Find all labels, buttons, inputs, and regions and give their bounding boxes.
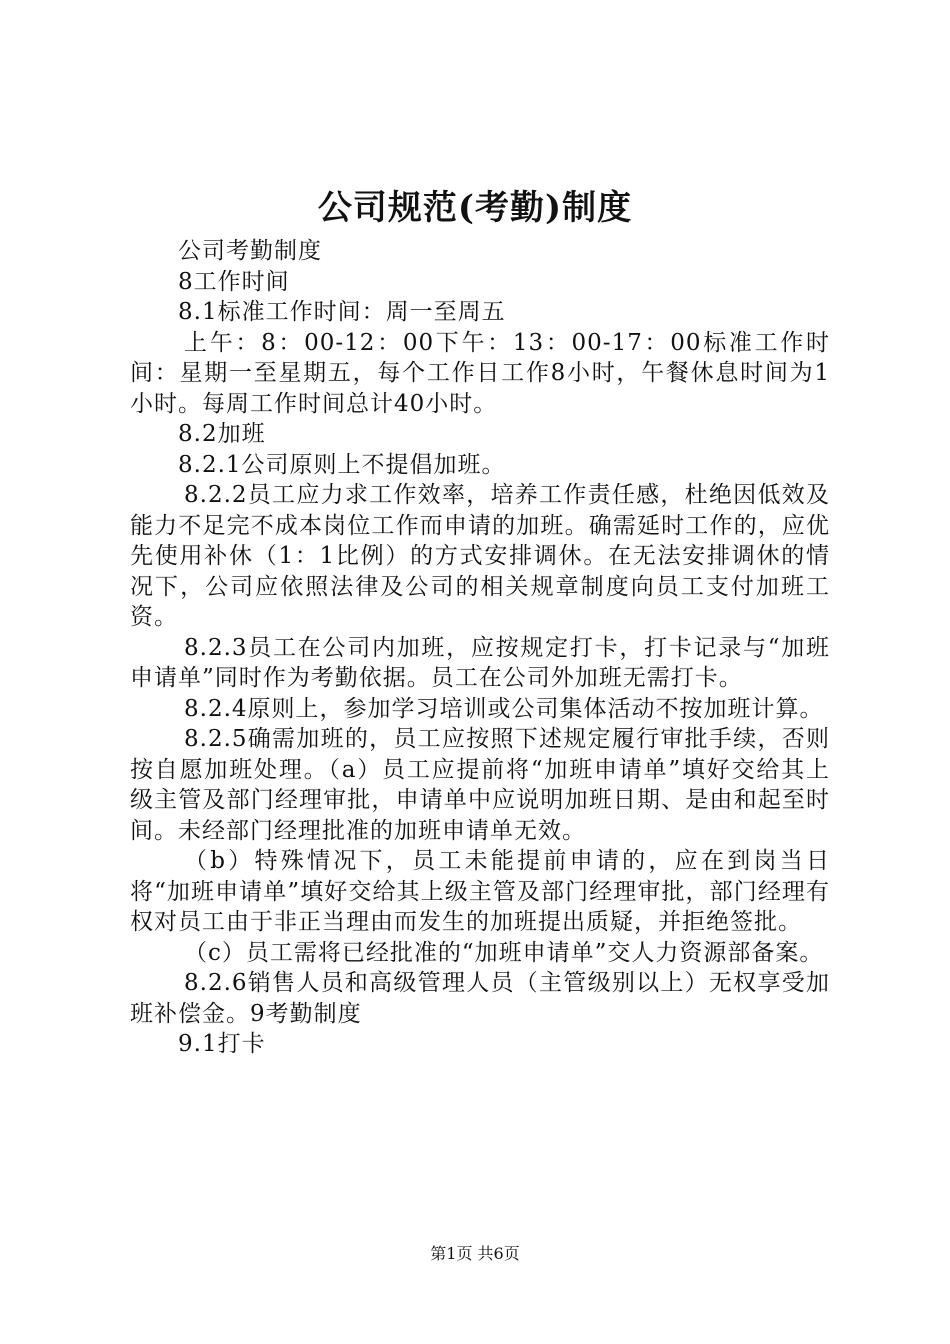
paragraph: （c）员工需将已经批准的“加班申请单”交人力资源部备案。 xyxy=(184,939,824,966)
paragraph: 公司考勤制度 xyxy=(178,238,322,264)
document-body xyxy=(130,236,830,1060)
paragraph: 8.1标准工作时间：周一至周五 xyxy=(178,299,506,325)
paragraph: 8.2.1公司原则上不提倡加班。 xyxy=(178,451,506,478)
page-footer: 第1页 共6页 xyxy=(430,1244,520,1263)
paragraph: 9.1打卡 xyxy=(178,1031,266,1057)
paragraph: （b）特殊情况下，员工未能提前申请的，应在到岗当日将“加班申请单”填好交给其上级主管及部门经理审批，部门经理有权对员工由于非正当理由而发生的加班提出质疑，并拒绝签批。 xyxy=(130,848,830,935)
paragraph: 8.2.6销售人员和高级管理人员（主管级别以上）无权享受加班补偿金。9考勤制度 xyxy=(130,970,830,1027)
paragraph: 8.2.4原则上，参加学习培训或公司集体活动不按加班计算。 xyxy=(184,695,824,722)
paragraph: 8.2.5确需加班的，员工应按照下述规定履行审批手续，否则按自愿加班处理。（a）员工应提前将“加班申请单”填好交给其上级主管及部门经理审批，申请单中应说明加班日期、是由和起至时间。未经部门经理批准的加班申请单无效。 xyxy=(130,726,830,844)
paragraph: 8.2.2员工应力求工作效率，培养工作责任感，杜绝因低效及能力不足完不成本岗位工作而申请的加班。确需延时工作的，应优先使用补休（1：1比例）的方式安排调休。在无法安排调休的情况下，公司应依照法律及公司的相关规章制度向员工支付加班工资。 xyxy=(130,482,830,630)
document-title: 公司规范(考勤)制度 xyxy=(317,188,633,228)
paragraph: 8.2加班 xyxy=(178,421,266,447)
paragraph: 8.2.3员工在公司内加班，应按规定打卡，打卡记录与“加班申请单”同时作为考勤依据。员工在公司外加班无需打卡。 xyxy=(130,634,830,691)
paragraph: 上午：8：00-12：00下午：13：00-17：00标准工作时间：星期一至星期五，每个工作日工作8小时，午餐休息时间为1小时。每周工作时间总计40小时。 xyxy=(130,329,830,417)
paragraph: 8工作时间 xyxy=(178,268,290,295)
